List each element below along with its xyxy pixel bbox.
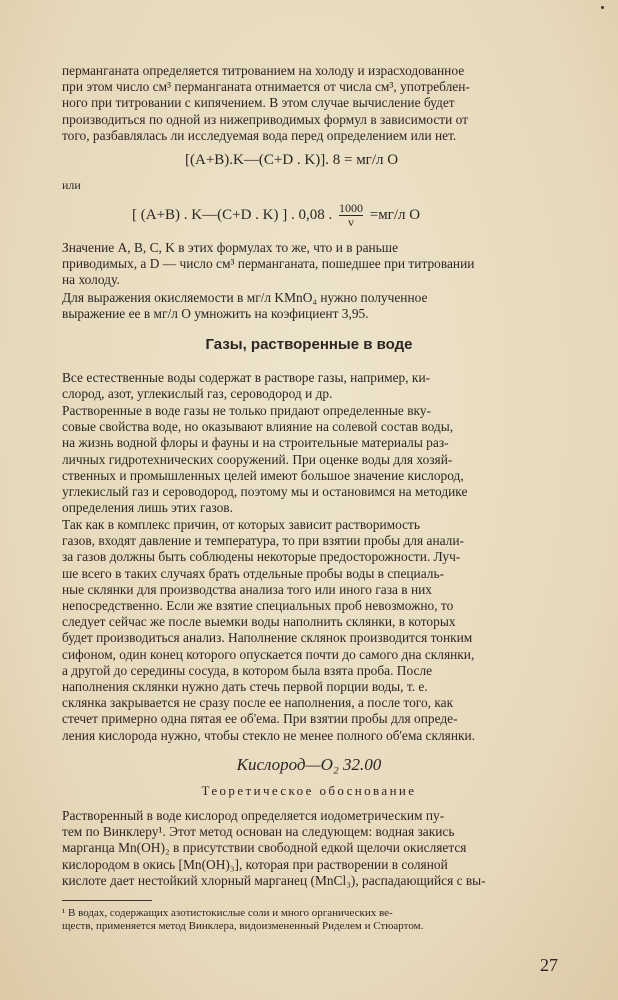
text-line: ного при титровании с кипячением. В этом случае вычисление будет: [62, 95, 455, 111]
paragraph-3: [62, 290, 556, 322]
paragraph-4: [62, 370, 556, 402]
page-speck: [601, 6, 604, 9]
text-line: а другой до середины сосуда, в котором была взята проба. После: [62, 662, 433, 678]
text-line: ше всего в таких случаях брать отдельные пробы воды в специаль-: [62, 565, 445, 581]
text-line: ные склянки для производства анализа того или иного газа в них: [62, 581, 433, 597]
paragraph-2: [62, 240, 556, 289]
text-line: склянка закрывается не сразу после ее наполнения, а после того, как: [62, 695, 454, 711]
text-line: непосредственно. Если же взятие специальных проб невозможно, то: [62, 598, 454, 614]
text-line: кислоте дает нестойкий хлорный марганец (MnCl₃), распадающийся с вы-: [62, 872, 486, 888]
text-line: тем по Винклеру¹. Этот метод основан на следующем: водная закись: [62, 824, 455, 840]
text-line: ¹ В водах, содержащих азотистокислые соли и много органических ве-: [62, 907, 393, 919]
text-line: приводимых, а D — число см³ перманганата, пошедшее при титровании: [62, 256, 475, 272]
text-line: будет производиться анализ. Наполнение склянок производится тонким: [62, 630, 473, 646]
text-line: личных гидротехнических сооружений. При оценке воды для хозяй-: [62, 451, 453, 467]
section-heading-gases: Газы, растворенные в воде: [205, 336, 413, 353]
text-line: Значение A, B, C, K в этих формулах то же, что и в раньше: [62, 240, 399, 255]
page-number: 27: [540, 955, 558, 975]
footnote: [62, 907, 556, 933]
text-line: углекислый газ и сероводород, поэтому мы и остановимся на методике: [62, 484, 468, 500]
subsection-heading: Теоретическое обоснование: [201, 783, 417, 798]
text-line: сифоном, один конец которого опускается почти до самого дна склянки,: [62, 646, 475, 662]
fraction-denominator: v: [347, 215, 354, 229]
text-line: стечет примерно одна пятая ее об'ема. При взятии пробы для опреде-: [62, 711, 458, 727]
text-line: Все естественные воды содержат в растворе газы, например, ки-: [62, 370, 431, 385]
text-line: перманганата определяется титрованием на холоду и израсходованное: [62, 63, 465, 78]
text-line: Растворенные в воде газы не только придают определенные вку-: [62, 403, 431, 418]
text-line: ления кислорода нужно, чтобы стекло не менее полного об'ема склянки.: [62, 727, 476, 743]
text-line: совые свойства воде, но оказывают влияние на солевой состав воды,: [62, 419, 454, 435]
text-line: газов, входят давление и температура, то при взятии пробы для анали-: [62, 533, 464, 549]
formula-1: [(A+B).K—(C+D . K)]. 8 = мг/л O: [185, 152, 399, 168]
text-line: кислородом в окись [Mn(OH)₃], которая при растворении в соляной: [62, 856, 448, 872]
paragraph-6: [62, 517, 556, 744]
formula-2-right: =мг/л O: [369, 206, 421, 223]
formula-2-left: [ (A+B) . K—(C+D . K) ] . 0,08 .: [132, 206, 333, 223]
text-line: слород, азот, углекислый газ, сероводород и др.: [62, 386, 333, 402]
paragraph-5: [62, 403, 556, 516]
text-line: выражение ее в мг/л O умножить на коэфициент 3,95.: [62, 306, 369, 322]
section-heading-oxygen: Кислород—O₂ 32.00: [236, 755, 382, 774]
text-line: производиться по одной из нижеприводимых формул в зависимости от: [62, 111, 469, 127]
text-line: Так как в комплекс причин, от которых зависит растворимость: [62, 517, 421, 532]
text-line: определения лишь этих газов.: [62, 500, 233, 516]
text-line: на жизнь водной флоры и фауны и на строительные материалы раз-: [62, 435, 449, 451]
text-line: того, разбавлялась ли исследуемая вода перед определением или нет.: [62, 127, 457, 143]
formula-2-fraction: [339, 202, 363, 229]
text-line: при этом число см³ перманганата отнимается от числа см³, употреблен-: [62, 79, 470, 95]
text-line: марганца Mn(OH)₂ в присутствии свободной едкой щелочи окисляется: [62, 840, 467, 856]
text-line: следует сейчас же после выемки воды наполнить склянки, в которых: [62, 614, 456, 630]
text-line: наполнения склянки нужно дать стечь первой порции воды, т. е.: [62, 679, 428, 695]
text-line: Для выражения окисляемости в мг/л KMnO₄ нужно полученное: [62, 290, 428, 305]
formula-2: [132, 202, 420, 229]
text-line: за газов должны быть соблюдены некоторые предосторожности. Луч-: [62, 549, 461, 565]
formula-connector: или: [62, 178, 81, 192]
paragraph-1: [62, 63, 556, 144]
text-line: ществ, применяется метод Винклера, видоизмененный Риделем и Стюартом.: [62, 920, 424, 932]
text-line: Растворенный в воде кислород определяется иодометрическим пу-: [62, 808, 445, 823]
text-line: ственных и промышленных целей имеют большое значение кислород,: [62, 467, 464, 483]
text-line: на холоду.: [62, 272, 120, 288]
fraction-numerator: 1000: [338, 201, 363, 215]
paragraph-7: [62, 808, 556, 889]
footnote-rule: [62, 900, 152, 901]
